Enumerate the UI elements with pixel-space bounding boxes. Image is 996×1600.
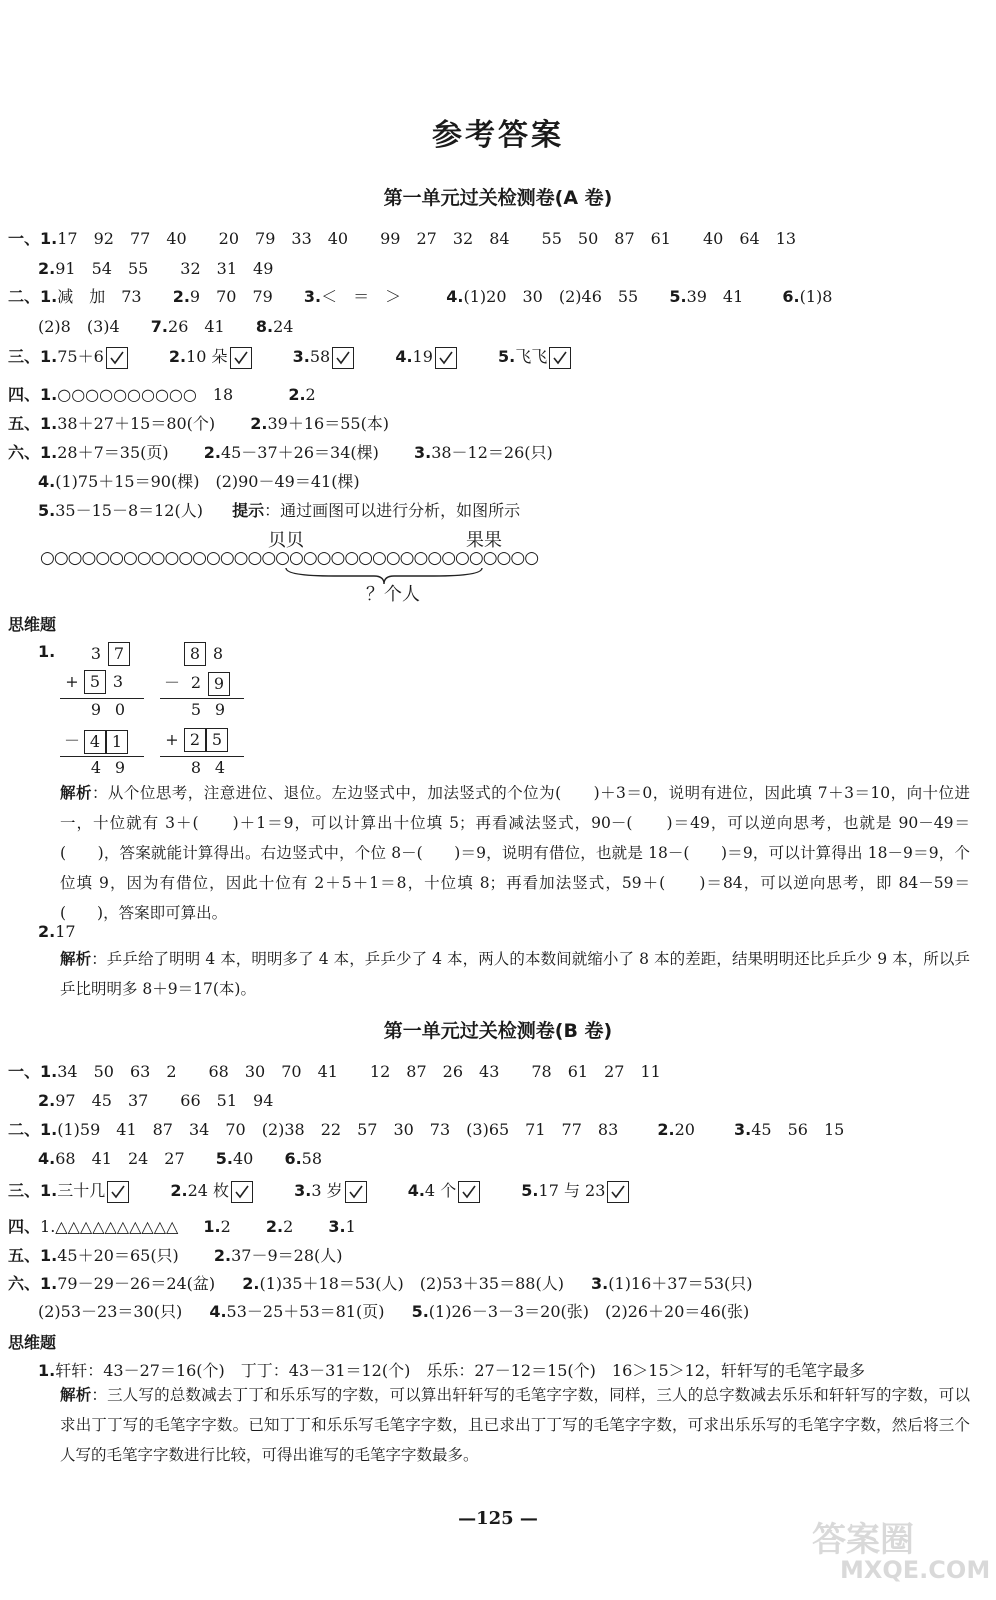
left-vertical-calc: 3 7 + 5 3 9 0 － 4 1 4 9 xyxy=(60,642,132,786)
b-line-8: 六、1.79－29－26＝24(盆) 2.(1)35＋18＝53(人) (2)53＋35＝88(人) 3.(1)16＋37＝53(只) xyxy=(8,1274,753,1293)
b-line-2: 2.97 45 37 66 51 94 xyxy=(38,1091,274,1110)
b-line-3: 二、1.(1)59 41 87 34 70 (2)38 22 57 30 73 (3)65 71 77 83 2.20 3.45 56 15 xyxy=(8,1120,845,1139)
a-thinking-q1: 1. xyxy=(38,642,56,661)
b-thinking-q1: 1.轩轩：43－27＝16(个) 丁丁：43－31＝12(个) 乐乐：27－12＝15(个) 16＞15＞12，轩轩写的毛笔字最多 xyxy=(38,1361,865,1380)
b-line-9: (2)53－23＝30(只) 4.53－25＋53＝81(页) 5.(1)26－3－3＝20(张) (2)26＋20＝46(张) xyxy=(38,1302,750,1321)
checkmark-icon xyxy=(549,347,571,369)
a-line-4: (2)8 (3)4 7.26 41 8.24 xyxy=(38,317,294,336)
a-line-6: 四、1.○○○○○○○○○○ 18 2.2 xyxy=(8,385,316,404)
page-number: —125 — xyxy=(458,1508,538,1529)
right-vertical-calc: 8 8 － 2 9 5 9 + 2 5 8 4 xyxy=(160,642,232,786)
calc-divider xyxy=(160,756,244,757)
checkmark-icon xyxy=(107,1181,129,1203)
b-line-4: 4.68 41 24 27 5.40 6.58 xyxy=(38,1149,323,1168)
checkmark-icon xyxy=(231,1181,253,1203)
calc-divider xyxy=(60,698,144,699)
checkmark-icon xyxy=(332,347,354,369)
calc-divider xyxy=(60,756,144,757)
b-line-6: 四、1.△△△△△△△△△△ 1.2 2.2 3.1 xyxy=(8,1217,356,1236)
b-line-1: 一、1.34 50 63 2 68 30 70 41 12 87 26 43 78 61 27 11 xyxy=(8,1062,661,1081)
checkmark-icon xyxy=(458,1181,480,1203)
section-a-title: 第一单元过关检测卷(A 卷) xyxy=(383,187,613,209)
a-line-5: 三、1.75＋6 2.10 朵 3.58 4.19 5.飞飞 xyxy=(8,344,571,369)
a-line-3: 二、1.减 加 73 2.9 70 79 3.＜ ＝ ＞ 4.(1)20 30 (2)46 55 5.39 41 6.(1)8 xyxy=(8,287,833,306)
b-line-5: 三、1.三十几 2.24 枚 3.3 岁 4.4 个 5.17 与 23 xyxy=(8,1178,629,1203)
checkmark-icon xyxy=(435,347,457,369)
diagram-label-guoguo: 果果 xyxy=(466,530,502,551)
checkmark-icon xyxy=(607,1181,629,1203)
calc-divider xyxy=(160,698,244,699)
a-line-9: 4.(1)75＋15＝90(棵) (2)90－49＝41(棵) xyxy=(38,472,360,491)
checkmark-icon xyxy=(345,1181,367,1203)
a-analysis-2: 解析：乒乒给了明明 4 本，明明多了 4 本，乒乒少了 4 本，两人的本数间就缩小了 8 本的差距，结果明明还比乒乒少 9 本，所以乒乒比明明多 8＋9＝17(本)。 xyxy=(60,950,970,998)
section-b-title: 第一单元过关检测卷(B 卷) xyxy=(383,1020,613,1042)
diagram-circles: ○○○○○○○○○○○○○○○○○○○○○○○○○○○○○○○○○○○○ xyxy=(40,548,539,568)
a-line-7: 五、1.38＋27＋15＝80(个) 2.39＋16＝55(本) xyxy=(8,414,390,433)
b-thinking-title: 思维题 xyxy=(8,1333,57,1352)
b-line-7: 五、1.45＋20＝65(只) 2.37－9＝28(人) xyxy=(8,1246,343,1265)
checkmark-icon xyxy=(230,347,252,369)
a-line-1: 一、1.17 92 77 40 20 79 33 40 99 27 32 84 55 50 87 61 40 64 13 xyxy=(8,229,797,248)
a-thinking-title: 思维题 xyxy=(8,615,57,634)
diagram-label-beibei: 贝贝 xyxy=(268,530,304,551)
a-line-2: 2.91 54 55 32 31 49 xyxy=(38,259,274,278)
b-analysis: 解析：三人写的总数减去丁丁和乐乐写的字数，可以算出轩轩写的毛笔字字数，同样，三人的总字数减去乐乐和轩轩写的字数，可以求出丁丁写的毛笔字字数。已知丁丁和乐乐写毛笔字字数，且已求出丁丁写的毛笔字字数，可求出乐乐写的毛笔字字数，然后将三个人写的毛笔字字数进行比较，可得出谁写的毛笔字字数最多。 xyxy=(60,1386,970,1464)
checkmark-icon xyxy=(106,347,128,369)
a-analysis-1: 解析：从个位思考，注意进位、退位。左边竖式中，加法竖式的个位为( )＋3＝0，说明有进位，因此填 7＋3＝10，向十位进一，十位就有 3＋( )＋1＝9，可以计算出十位填 5；再看减法竖式，90－( )＝49，可以逆向思考，也就是 90－49＝( )，答案就能计算得出。右边竖式中，个位 8－( )＝9，说明有借位，也就是 18－( )＝9，可以计算得出 18－9＝9，个位填 9，因为有借位，因此十位有 2＋5＋1＝8，十位填 8；再看加法竖式，59＋( )＝84，可以逆向思考，即 84－59＝( )，答案即可算出。 xyxy=(60,784,970,922)
a-line-8: 六、1.28＋7＝35(页) 2.45－37＋26＝34(棵) 3.38－12＝26(只) xyxy=(8,443,553,462)
a-thinking-q2: 2.17 xyxy=(38,922,76,941)
watermark-logo: 答案圈 xyxy=(812,1520,914,1560)
diagram-question: ？个人 xyxy=(366,584,420,605)
a-line-10: 5.35－15－8＝12(人) 提示：通过画图可以进行分析，如图所示 xyxy=(38,501,521,520)
watermark-url: MXQE.COM xyxy=(840,1556,991,1584)
page-title: 参考答案 xyxy=(432,118,564,153)
